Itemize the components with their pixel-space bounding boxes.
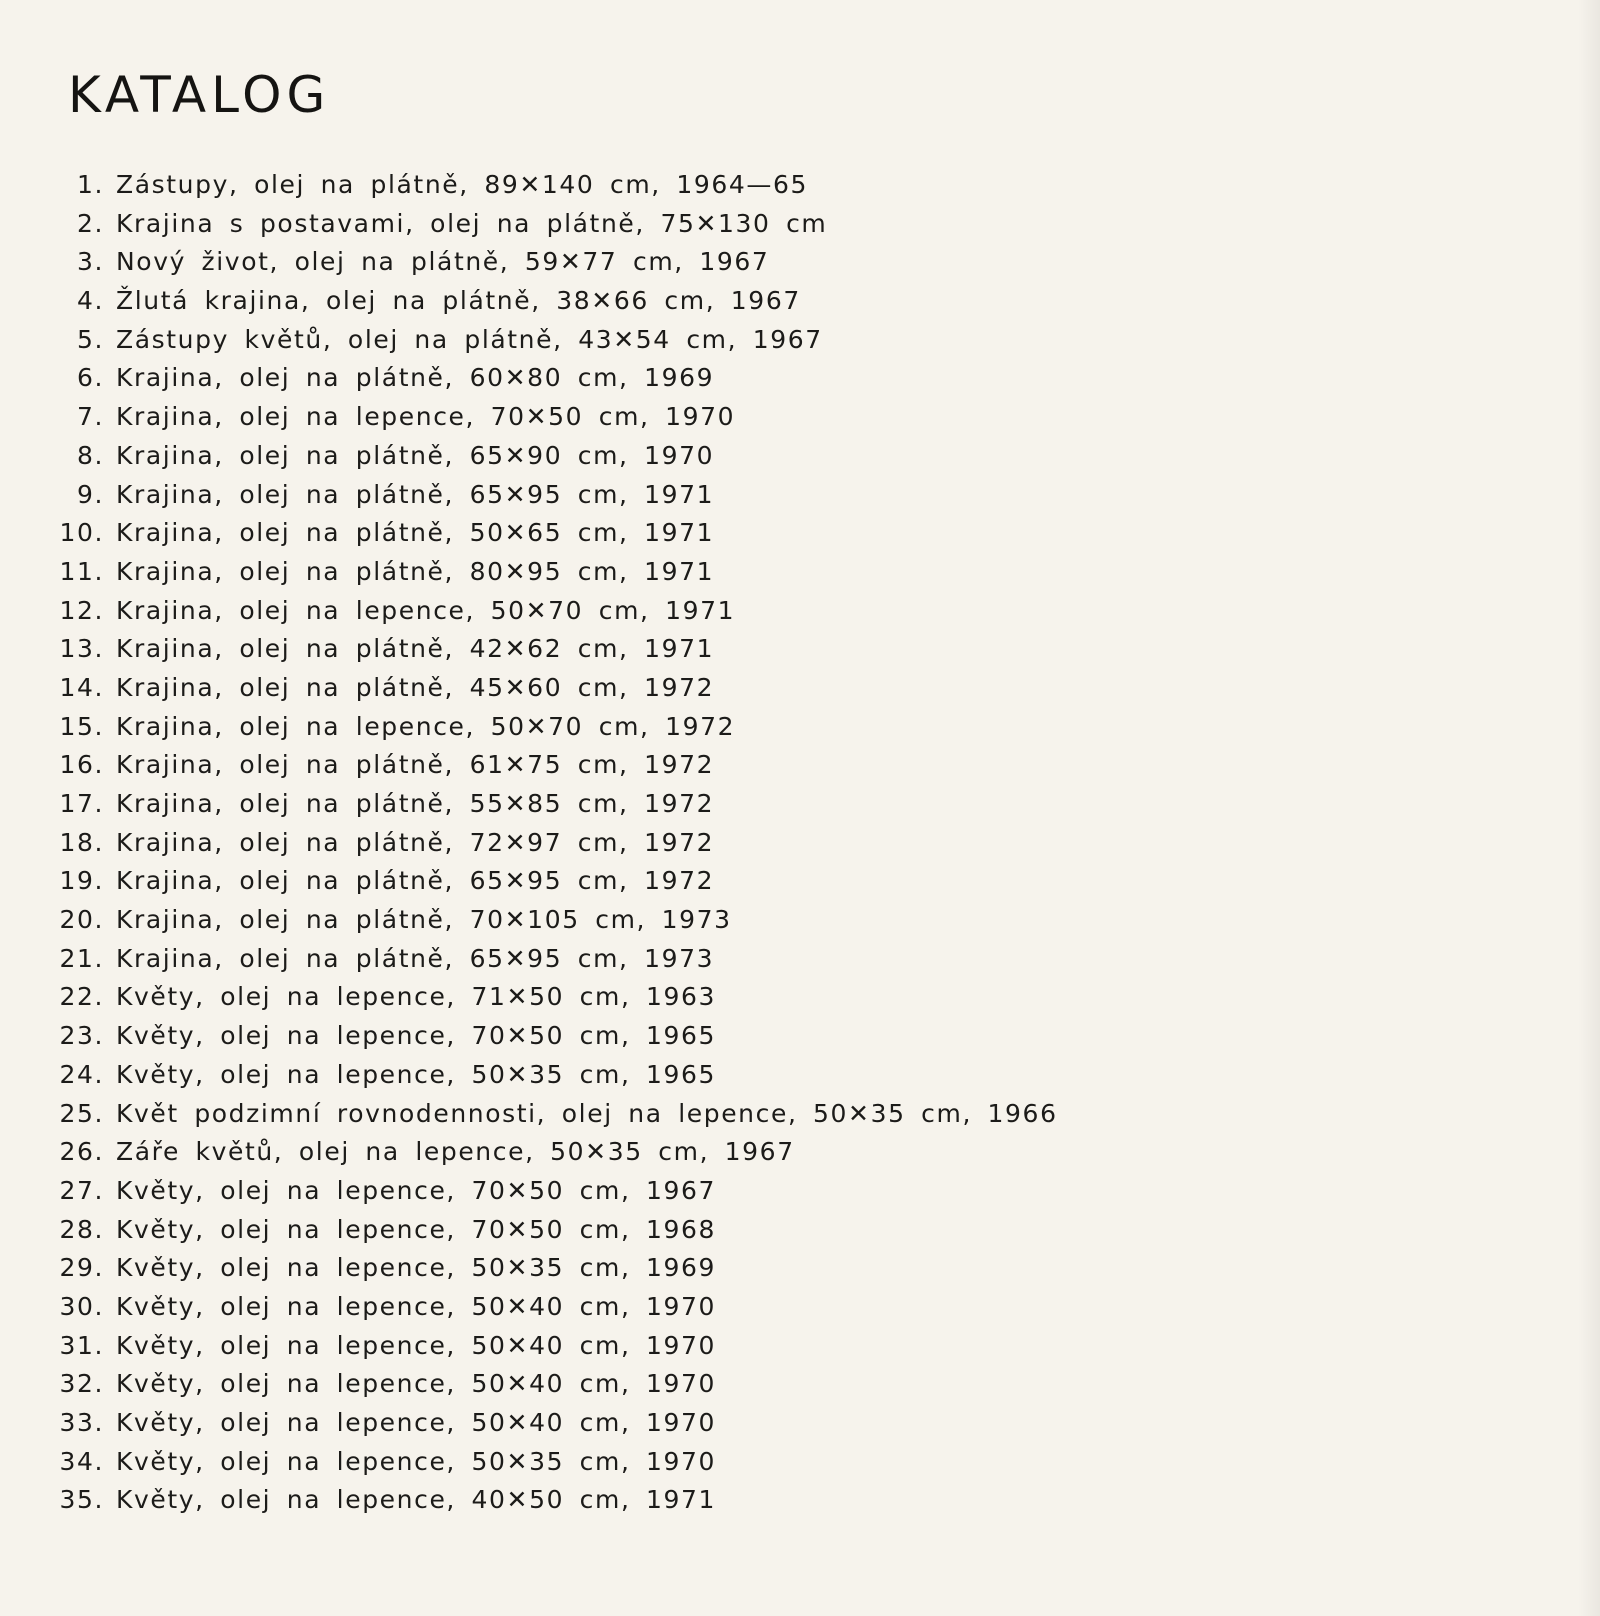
entry-text: Zástupy, olej na plátně, 89✕140 cm, 1964—65 — [116, 170, 809, 199]
catalog-entry — [40, 944, 1058, 983]
entry-number: 22. — [59, 982, 104, 1012]
entry-text: Krajina, olej na plátně, 65✕90 cm, 1970 — [116, 440, 715, 470]
catalog-entry — [40, 1292, 1058, 1331]
catalog-entry — [40, 1060, 1058, 1099]
entry-number: 34. — [59, 1446, 104, 1476]
catalog-entry — [40, 673, 1058, 712]
catalog-entry — [40, 480, 1058, 519]
entry-number: 31. — [59, 1330, 104, 1360]
entry-number: 28. — [59, 1214, 104, 1244]
catalog-entry — [40, 982, 1058, 1021]
catalog-entry — [40, 247, 1058, 286]
entry-text: Květy, olej na lepence, 50✕40 cm, 1970 — [116, 1291, 717, 1321]
entry-number: 27. — [59, 1175, 104, 1205]
catalog-entry — [40, 1021, 1058, 1060]
entry-number: 14. — [59, 672, 104, 702]
catalog-entry — [40, 789, 1058, 828]
entry-text: Květy, olej na lepence, 70✕50 cm, 1965 — [116, 1021, 717, 1051]
entry-text: Květy, olej na lepence, 40✕50 cm, 1971 — [116, 1485, 717, 1515]
catalog-entry — [40, 905, 1058, 944]
entry-number: 17. — [59, 789, 104, 818]
catalog-entry — [40, 1447, 1058, 1486]
catalog-entry — [40, 286, 1058, 325]
entry-text: Květy, olej na lepence, 70✕50 cm, 1967 — [116, 1175, 717, 1205]
entry-text: Krajina, olej na plátně, 45✕60 cm, 1972 — [116, 672, 715, 702]
entry-number: 33. — [59, 1408, 104, 1437]
entry-number: 16. — [59, 750, 104, 780]
entry-text: Krajina, olej na lepence, 50✕70 cm, 1972 — [116, 711, 736, 741]
entry-number: 24. — [59, 1059, 104, 1089]
entry-number: 6. — [76, 363, 104, 393]
entry-number: 1. — [76, 170, 104, 199]
catalog-entry — [40, 402, 1058, 441]
catalog-entry — [40, 1485, 1058, 1524]
catalog-entry — [40, 596, 1058, 635]
entry-number: 5. — [76, 324, 104, 354]
entry-text: Květy, olej na lepence, 50✕40 cm, 1970 — [116, 1408, 717, 1437]
entry-text: Žlutá krajina, olej na plátně, 38✕66 cm, 1967 — [116, 286, 801, 316]
entry-number: 10. — [59, 518, 104, 548]
catalog-entry — [40, 557, 1058, 596]
entry-text: Květy, olej na lepence, 71✕50 cm, 1963 — [116, 982, 717, 1012]
entry-text: Květy, olej na lepence, 50✕40 cm, 1970 — [116, 1369, 717, 1399]
entry-text: Nový život, olej na plátně, 59✕77 cm, 1967 — [116, 247, 770, 277]
entry-text: Krajina, olej na plátně, 80✕95 cm, 1971 — [116, 556, 715, 586]
entry-text: Květ podzimní rovnodennosti, olej na lepence, 50✕35 cm, 1966 — [116, 1098, 1058, 1128]
entry-text: Krajina, olej na plátně, 60✕80 cm, 1969 — [116, 363, 715, 393]
entry-number: 3. — [76, 247, 104, 277]
entry-number: 19. — [59, 866, 104, 896]
page-title: KATALOG — [68, 66, 331, 124]
entry-number: 13. — [59, 634, 104, 664]
entry-text: Květy, olej na lepence, 50✕35 cm, 1970 — [116, 1446, 717, 1476]
entry-text: Krajina, olej na plátně, 65✕95 cm, 1972 — [116, 866, 715, 896]
entry-number: 21. — [59, 943, 104, 973]
catalog-entry — [40, 363, 1058, 402]
entry-text: Květy, olej na lepence, 50✕40 cm, 1970 — [116, 1330, 717, 1360]
catalog-entry — [40, 1369, 1058, 1408]
entry-number: 32. — [59, 1369, 104, 1399]
catalog-entry — [40, 712, 1058, 751]
entry-number: 20. — [59, 905, 104, 935]
catalog-entry — [40, 828, 1058, 867]
entry-number: 12. — [59, 595, 104, 625]
entry-text: Krajina, olej na lepence, 70✕50 cm, 1970 — [116, 402, 736, 432]
catalog-entry — [40, 1099, 1058, 1138]
entry-number: 23. — [59, 1021, 104, 1051]
entry-number: 35. — [59, 1485, 104, 1515]
entry-text: Zástupy květů, olej na plátně, 43✕54 cm, 1967 — [116, 324, 823, 354]
entry-text: Záře květů, olej na lepence, 50✕35 cm, 1967 — [116, 1137, 795, 1167]
entry-number: 26. — [59, 1137, 104, 1167]
entry-number: 18. — [59, 827, 104, 857]
catalog-list — [40, 170, 1058, 1524]
catalog-entry — [40, 325, 1058, 364]
entry-text: Krajina, olej na plátně, 61✕75 cm, 1972 — [116, 750, 715, 780]
entry-number: 11. — [59, 556, 104, 586]
catalog-entry — [40, 866, 1058, 905]
entry-text: Krajina s postavami, olej na plátně, 75✕130 cm — [116, 208, 828, 238]
entry-number: 7. — [76, 402, 104, 432]
catalog-entry — [40, 1137, 1058, 1176]
entry-number: 4. — [76, 286, 104, 316]
catalog-entry — [40, 1176, 1058, 1215]
entry-text: Květy, olej na lepence, 50✕35 cm, 1965 — [116, 1059, 717, 1089]
catalog-entry — [40, 170, 1058, 209]
catalog-entry — [40, 1408, 1058, 1447]
catalog-entry — [40, 518, 1058, 557]
entry-number: 15. — [59, 711, 104, 741]
entry-number: 29. — [59, 1253, 104, 1283]
catalog-entry — [40, 209, 1058, 248]
entry-text: Krajina, olej na lepence, 50✕70 cm, 1971 — [116, 595, 736, 625]
page-edge-shadow — [1578, 0, 1600, 1616]
entry-text: Krajina, olej na plátně, 55✕85 cm, 1972 — [116, 789, 715, 818]
entry-text: Krajina, olej na plátně, 72✕97 cm, 1972 — [116, 827, 715, 857]
entry-number: 25. — [59, 1098, 104, 1128]
catalog-entry — [40, 750, 1058, 789]
entry-number: 9. — [76, 479, 104, 509]
entry-number: 8. — [76, 440, 104, 470]
catalog-entry — [40, 634, 1058, 673]
entry-number: 30. — [59, 1291, 104, 1321]
entry-text: Květy, olej na lepence, 70✕50 cm, 1968 — [116, 1214, 717, 1244]
entry-text: Květy, olej na lepence, 50✕35 cm, 1969 — [116, 1253, 717, 1283]
entry-text: Krajina, olej na plátně, 65✕95 cm, 1971 — [116, 479, 715, 509]
entry-text: Krajina, olej na plátně, 50✕65 cm, 1971 — [116, 518, 715, 548]
entry-number: 2. — [76, 208, 104, 238]
entry-text: Krajina, olej na plátně, 42✕62 cm, 1971 — [116, 634, 715, 664]
catalog-entry — [40, 1215, 1058, 1254]
entry-text: Krajina, olej na plátně, 70✕105 cm, 1973 — [116, 905, 732, 935]
catalog-entry — [40, 441, 1058, 480]
catalog-entry — [40, 1253, 1058, 1292]
entry-text: Krajina, olej na plátně, 65✕95 cm, 1973 — [116, 943, 715, 973]
catalog-entry — [40, 1331, 1058, 1370]
